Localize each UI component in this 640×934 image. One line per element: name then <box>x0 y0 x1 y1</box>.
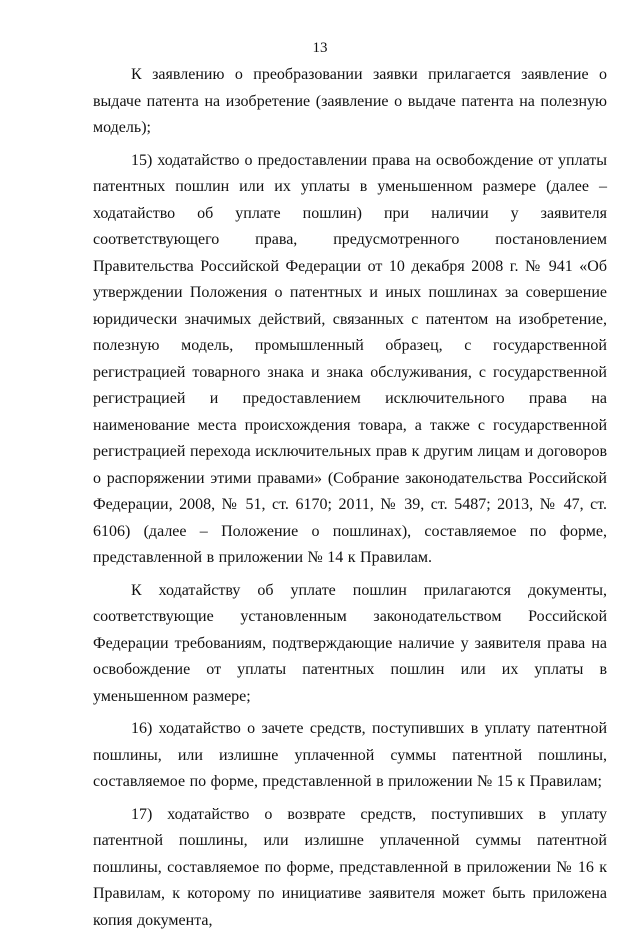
paragraph-item-15: 15) ходатайство о предоставлении права на освобождение от уплаты патентных пошлин или их уплаты в уменьшенном размере (далее – ходатайство об уплате пошлин) при наличии у заявителя соответствующего права, предусмотренного постановлением Правительства Российской Федерации от 10 декабря 2008 г. № 941 «Об утверждении Положения о патентных и иных пошлинах за совершение юридически значимых действий, связанных с патентом на изобретение, полезную модель, промышленный образец, с государственной регистрацией товарного знака и знака обслуживания, с государственной регистрацией и предоставлением исключительного права на наименование места происхождения товара, а также с государственной регистрацией перехода исключительных прав к другим лицам и договоров о распоряжении этими правами» (Собрание законодательства Российской Федерации, 2008, № 51, ст. 6170; 2011, № 39, ст. 5487; 2013, № 47, ст. 6106) (далее – Положение о пошлинах), составляемое по форме, представленной в приложении № 14 к Правилам. <box>93 148 607 572</box>
paragraph-item-17: 17) ходатайство о возврате средств, поступивших в уплату патентной пошлины, или излишне уплаченной суммы патентной пошлины, составляемое по форме, представленной в приложении № 16 к Правилам, к которому по инициативе заявителя может быть приложена копия документа, <box>93 802 607 934</box>
paragraph-attachment-note: К заявлению о преобразовании заявки прилагается заявление о выдаче патента на изобретение (заявление о выдаче патента на полезную модель); <box>93 62 607 142</box>
document-body <box>93 62 607 934</box>
page-number: 13 <box>0 40 640 57</box>
paragraph-fee-documents: К ходатайству об уплате пошлин прилагаются документы, соответствующие установленным законодательством Российской Федерации требованиям, подтверждающие наличие у заявителя права на освобождение от уплаты патентных пошлин или их уплаты в уменьшенном размере; <box>93 578 607 711</box>
paragraph-item-16: 16) ходатайство о зачете средств, поступивших в уплату патентной пошлины, или излишне уплаченной суммы патентной пошлины, составляемое по форме, представленной в приложении № 15 к Правилам; <box>93 716 607 796</box>
